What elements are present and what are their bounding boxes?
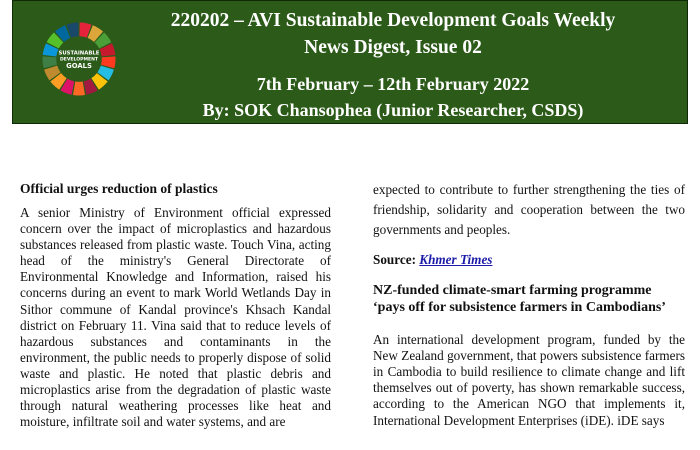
left-column <box>20 180 331 430</box>
sdg-wheel-segment <box>73 81 85 95</box>
article-2-heading-line-1: NZ-funded climate-smart farming programme <box>373 283 652 299</box>
source-line <box>373 252 685 268</box>
date-range: 7th February – 12th February 2022 <box>256 74 530 94</box>
article-2-heading-line-2: ‘pays off for subsistence farmers in Cambodians’ <box>373 300 666 316</box>
svg-text:GOALS: GOALS <box>66 62 92 71</box>
article-paragraph: A senior Ministry of Environment official expressed concern over the impact of microplastics and hazardous substances released from plastic waste. Touch Vina, acting head of the ministry's General Directorate of Environmental Knowledge and Information, raised his concerns during an event to mark World Wetlands Day in Sithor commune of Kandal province's Khsach Kandal district on February 11. Vina said that to reduce levels of hazardous substances and contaminants in the environment, the public needs to properly dispose of solid waste and plastic. He noted that plastic debris and microplastics arise from the degradation of plastic waste through natural weathering processes like heat and moisture, infiltrate soil and water systems, and are <box>20 205 331 430</box>
article-2-heading <box>373 282 685 316</box>
svg-text:DEVELOPMENT: DEVELOPMENT <box>60 57 98 63</box>
digest-header <box>12 0 688 124</box>
title-block <box>133 7 653 121</box>
title-line-1: 220202 – AVI Sustainable Development Goals Weekly <box>170 10 616 31</box>
article-2-paragraph: An international development program, funded by the New Zealand government, that powers subsistence farmers in Cambodia to build resilience to climate change and lift themselves out of poverty, has shown remarkable success, according to the American NGO that implements it, International Development Enterprises (iDE). iDE says <box>373 332 685 428</box>
svg-text:SUSTAINABLE: SUSTAINABLE <box>58 50 100 57</box>
continued-paragraph: expected to contribute to further strengthening the ties of friendship, solidarity and cooperation between the two governments and peoples. <box>373 182 685 237</box>
byline: By: SOK Chansophea (Junior Researcher, CSDS) <box>202 100 584 120</box>
source-label: Source: <box>373 252 416 267</box>
title-line-2: News Digest, Issue 02 <box>304 37 482 58</box>
article-heading: Official urges reduction of plastics <box>20 181 218 196</box>
right-column <box>373 180 685 429</box>
source-link[interactable]: Khmer Times <box>419 252 493 267</box>
sdg-wheel-logo <box>41 21 117 97</box>
